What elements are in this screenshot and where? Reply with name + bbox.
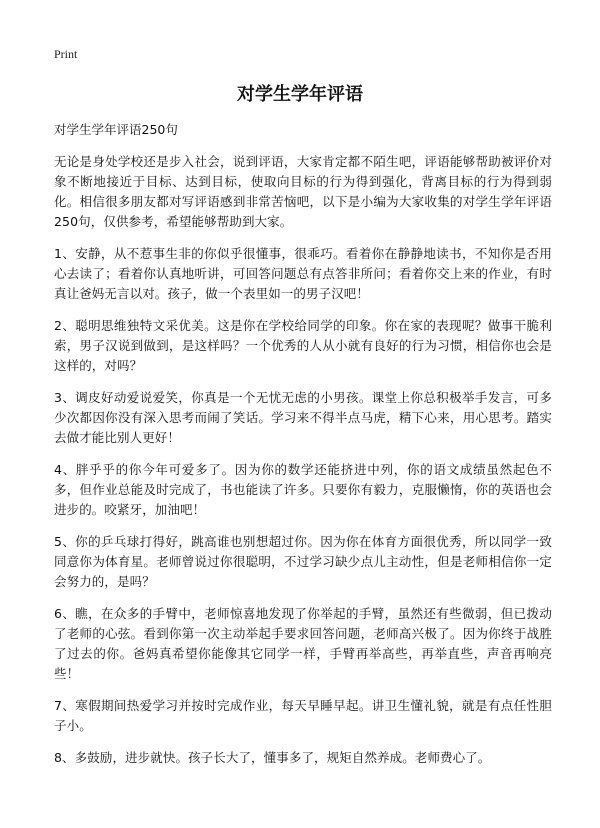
comment-item-8: 8、多鼓励，进步就快。孩子长大了，懂事多了，规矩自然养成。老师费心了。 <box>54 750 491 765</box>
comment-item-1: 1、安静，从不惹事生非的你似乎很懂事，很乖巧。看着你在静静地读书，不知你是否用心去读了；看着你认真地听讲，可回答问题总有点答非所问；看着你交上来的作业，有时真让爸妈无言以对。孩子，做一个表里如一的男子汉吧！ <box>54 246 552 301</box>
comment-item-7: 7、寒假期间热爱学习并按时完成作业，每天早睡早起。讲卫生懂礼貌，就是有点任性胆子小。 <box>54 698 552 733</box>
page-title: 对学生学年评语 <box>237 84 363 105</box>
print-link[interactable]: Print <box>54 47 78 61</box>
comment-item-3: 3、调皮好动爱说爱笑，你真是一个无忧无虑的小男孩。课堂上你总积极举手发言，可多少次都因你没有深入思考而闹了笑话。学习来不得半点马虎，精下心来，用心思考。踏实去做才能比别人更好！ <box>54 390 552 445</box>
comment-item-4: 4、胖乎乎的你今年可爱多了。因为你的数学还能挤进中列，你的语文成绩虽然起色不多，但作业总能及时完成了，书也能读了许多。只要你有毅力，克服懒惰，你的英语也会进步的。咬紧牙，加油吧！ <box>54 462 552 517</box>
comment-item-6: 6、瞧，在众多的手臂中，老师惊喜地发现了你举起的手臂，虽然还有些微弱，但已拨动了老师的心弦。看到你第一次主动举起手要求回答问题，老师高兴极了。因为你终于战胜了过去的你。爸妈真希望你能像其它同学一样，手臂再举高些，再举直些，声音再响亮些！ <box>54 606 552 681</box>
comment-item-2: 2、聪明思维独特文采优美。这是你在学校给同学的印象。你在家的表现呢？做事干脆利索，男子汉说到做到，是这样吗？一个优秀的人从小就有良好的行为习惯，相信你也会是这样的，对吗？ <box>54 318 552 373</box>
intro-paragraph: 无论是身处学校还是步入社会，说到评语，大家肯定都不陌生吧，评语能够帮助被评价对象不断地接近于目标、达到目标，使取向目标的行为得到强化，背离目标的行为得到弱化。相信很多朋友都对写评语感到非常苦恼吧，以下是小编为大家收集的对学生学年评语250句，仅供参考，希望能够帮助到大家。 <box>54 154 552 229</box>
comment-item-5: 5、你的乒乓球打得好，跳高谁也别想超过你。因为你在体育方面很优秀，所以同学一致同意你为体育星。老师曾说过你很聪明，不过学习缺少点儿主动性，但是老师相信你一定会努力的，是吗？ <box>54 534 552 589</box>
article-subtitle: 对学生学年评语250句 <box>54 122 178 137</box>
article-body <box>54 120 552 780</box>
